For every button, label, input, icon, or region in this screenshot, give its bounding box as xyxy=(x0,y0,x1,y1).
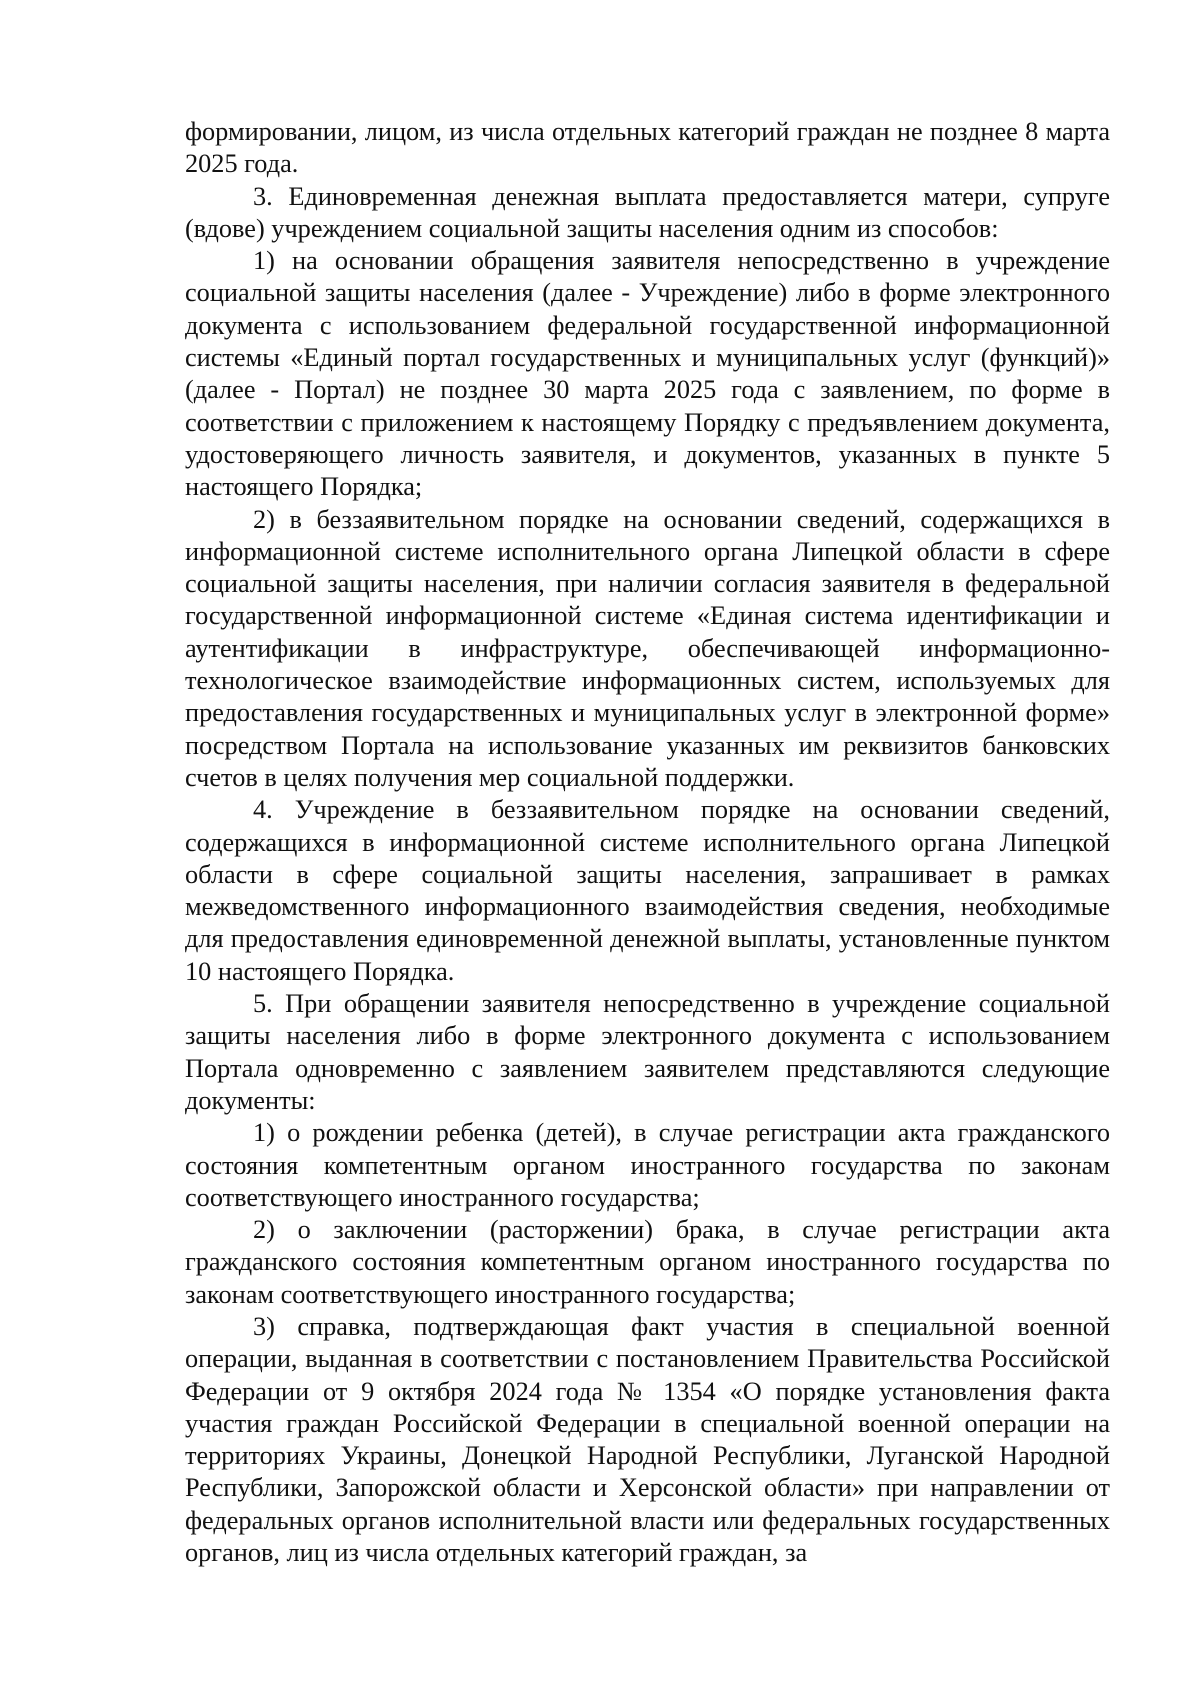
paragraph-5-item-1: 1) о рождении ребенка (детей), в случае регистрации акта гражданского состояния компетентным органом иностранного государства по законам соответствующего иностранного государства; xyxy=(185,1118,1110,1212)
paragraph-4: 4. Учреждение в беззаявительном порядке на основании сведений, содержащихся в информационной системе исполнительного органа Липецкой области в сфере социальной защиты населения, запрашивает в рамках межведомственного информационного взаимодействия сведения, необходимые для предоставления единовременной денежной выплаты, установленные пунктом 10 настоящего Порядка. xyxy=(185,795,1110,986)
paragraph-3: 3. Единовременная денежная выплата предоставляется матери, супруге (вдове) учреждением социальной защиты населения одним из способов: xyxy=(185,181,1110,243)
paragraph-5: 5. При обращении заявителя непосредственно в учреждение социальной защиты населения либо в форме электронного документа с использованием Портала одновременно с заявлением заявителем представляются следующие документы: xyxy=(185,989,1110,1115)
paragraph-5-item-2: 2) о заключении (расторжении) брака, в случае регистрации акта гражданского состояния компетентным органом иностранного государства по законам соответствующего иностранного государства; xyxy=(185,1215,1110,1309)
document-body xyxy=(185,116,1110,1569)
paragraph-5-item-3: 3) справка, подтверждающая факт участия в специальной военной операции, выданная в соответствии с постановлением Правительства Российской Федерации от 9 октября 2024 года № 1354 «О порядке установления факта участия граждан Российской Федерации в специальной военной операции на территориях Украины, Донецкой Народной Республики, Луганской Народной Республики, Запорожской области и Херсонской области» при направлении от федеральных органов исполнительной власти или федеральных государственных органов, лиц из числа отдельных категорий граждан, за xyxy=(185,1311,1110,1568)
paragraph-continuation: формировании, лицом, из числа отдельных категорий граждан не позднее 8 марта 2025 года. xyxy=(185,117,1110,179)
paragraph-3-item-1: 1) на основании обращения заявителя непосредственно в учреждение социальной защиты населения (далее - Учреждение) либо в форме электронного документа с использованием федеральной государственной информационной системы «Единый портал государственных и муниципальных услуг (функций)» (далее - Портал) не позднее 30 марта 2025 года с заявлением, по форме в соответствии с приложением к настоящему Порядку с предъявлением документа, удостоверяющего личность заявителя, и документов, указанных в пункте 5 настоящего Порядка; xyxy=(185,246,1110,502)
paragraph-3-item-2: 2) в беззаявительном порядке на основании сведений, содержащихся в информационной системе исполнительного органа Липецкой области в сфере социальной защиты населения, при наличии согласия заявителя в федеральной государственной информационной системе «Единая система идентификации и аутентификации в инфраструктуре, обеспечивающей информационно-технологическое взаимодействие информационных систем, используемых для предоставления государственных и муниципальных услуг в электронной форме» посредством Портала на использование указанных им реквизитов банковских счетов в целях получения мер социальной поддержки. xyxy=(185,504,1110,792)
